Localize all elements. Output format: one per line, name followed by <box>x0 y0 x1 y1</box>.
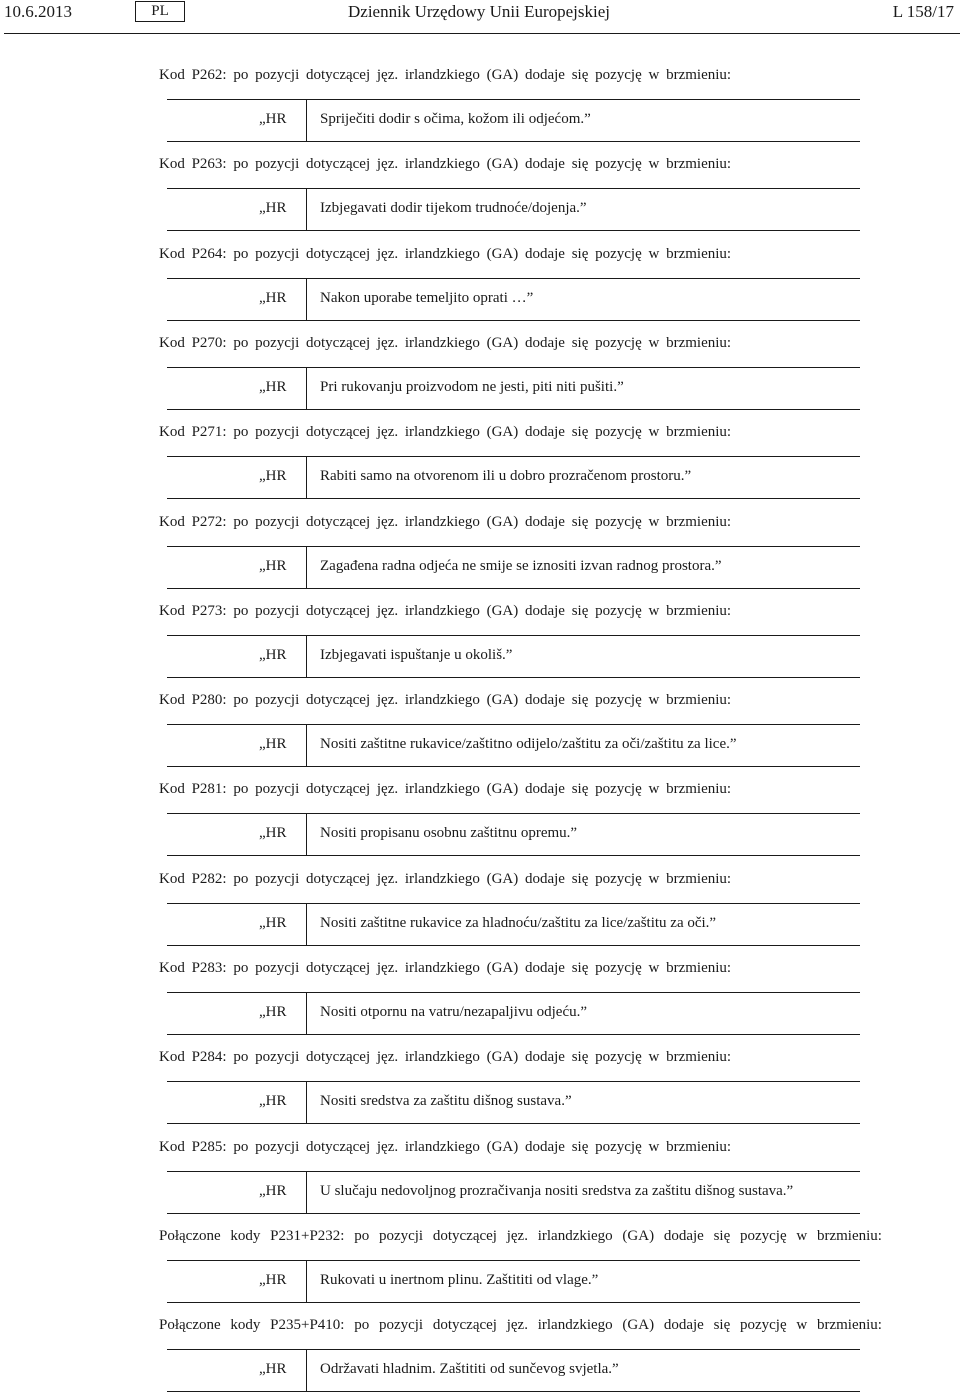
language-label: „HR <box>259 1004 287 1020</box>
amendment-instruction: Połączone kody P235+P410: po pozycji dotyczącej jęz. irlandzkiego (GA) dodaje się pozycję w brzmieniu: <box>159 1317 882 1333</box>
translation-row <box>167 1260 860 1303</box>
translation-row <box>167 367 860 410</box>
language-label: „HR <box>259 1183 287 1199</box>
amendment-instruction: Kod P273: po pozycji dotyczącej jęz. irlandzkiego (GA) dodaje się pozycję w brzmieniu: <box>159 603 732 619</box>
page-reference: L 158/17 <box>892 2 954 21</box>
column-divider <box>306 904 307 945</box>
translation-row <box>167 278 860 321</box>
column-divider <box>306 1350 307 1391</box>
translation-row <box>167 456 860 499</box>
translation-text: Izbjegavati ispuštanje u okoliš.” <box>320 647 513 663</box>
translation-row <box>167 813 860 856</box>
amendment-instruction: Kod P264: po pozycji dotyczącej jęz. irlandzkiego (GA) dodaje się pozycję w brzmieniu: <box>159 246 732 262</box>
translation-row <box>167 546 860 589</box>
language-label: „HR <box>259 200 287 216</box>
amendment-instruction: Kod P285: po pozycji dotyczącej jęz. irlandzkiego (GA) dodaje się pozycję w brzmieniu: <box>159 1139 732 1155</box>
translation-row <box>167 903 860 946</box>
column-divider <box>306 636 307 677</box>
column-divider <box>306 814 307 855</box>
amendment-instruction: Kod P270: po pozycji dotyczącej jęz. irlandzkiego (GA) dodaje się pozycję w brzmieniu: <box>159 335 732 351</box>
translation-row <box>167 1171 860 1214</box>
language-code-badge: PL <box>135 1 185 22</box>
translation-text: Rukovati u inertnom plinu. Zaštititi od vlage.” <box>320 1272 599 1288</box>
column-divider <box>306 1261 307 1302</box>
language-label: „HR <box>259 736 287 752</box>
amendment-instruction: Kod P272: po pozycji dotyczącej jęz. irlandzkiego (GA) dodaje się pozycję w brzmieniu: <box>159 514 732 530</box>
amendment-instruction: Kod P280: po pozycji dotyczącej jęz. irlandzkiego (GA) dodaje się pozycję w brzmieniu: <box>159 692 732 708</box>
translation-text: Zagađena radna odjeća ne smije se iznositi izvan radnog prostora.” <box>320 558 722 574</box>
translation-row <box>167 1081 860 1124</box>
translation-text: Izbjegavati dodir tijekom trudnoće/dojenja.” <box>320 200 587 216</box>
column-divider <box>306 189 307 230</box>
translation-text: Pri rukovanju proizvodom ne jesti, piti niti pušiti.” <box>320 379 624 395</box>
amendment-instruction: Kod P262: po pozycji dotyczącej jęz. irlandzkiego (GA) dodaje się pozycję w brzmieniu: <box>159 67 732 83</box>
language-label: „HR <box>259 1361 287 1377</box>
column-divider <box>306 547 307 588</box>
translation-text: Nositi zaštitne rukavice za hladnoću/zaštitu za lice/zaštitu za oči.” <box>320 915 717 931</box>
translation-text: Rabiti samo na otvorenom ili u dobro prozračenom prostoru.” <box>320 468 692 484</box>
language-label: „HR <box>259 379 287 395</box>
publication-date: 10.6.2013 <box>4 2 72 21</box>
translation-text: Spriječiti dodir s očima, kožom ili odjećom.” <box>320 111 591 127</box>
amendment-instruction: Kod P263: po pozycji dotyczącej jęz. irlandzkiego (GA) dodaje się pozycję w brzmieniu: <box>159 156 732 172</box>
language-label: „HR <box>259 915 287 931</box>
column-divider <box>306 100 307 141</box>
amendment-instruction: Kod P282: po pozycji dotyczącej jęz. irlandzkiego (GA) dodaje się pozycję w brzmieniu: <box>159 871 732 887</box>
column-divider <box>306 368 307 409</box>
column-divider <box>306 457 307 498</box>
header-rule <box>4 33 960 34</box>
translation-row <box>167 188 860 231</box>
amendment-instruction: Kod P283: po pozycji dotyczącej jęz. irlandzkiego (GA) dodaje się pozycję w brzmieniu: <box>159 960 732 976</box>
language-label: „HR <box>259 1272 287 1288</box>
amendment-instruction: Kod P271: po pozycji dotyczącej jęz. irlandzkiego (GA) dodaje się pozycję w brzmieniu: <box>159 424 732 440</box>
column-divider <box>306 993 307 1034</box>
translation-row <box>167 635 860 678</box>
language-label: „HR <box>259 558 287 574</box>
language-label: „HR <box>259 1093 287 1109</box>
translation-text: Nositi otpornu na vatru/nezapaljivu odjeću.” <box>320 1004 588 1020</box>
column-divider <box>306 279 307 320</box>
journal-title: Dziennik Urzędowy Unii Europejskiej <box>348 2 611 21</box>
language-label: „HR <box>259 647 287 663</box>
language-label: „HR <box>259 290 287 306</box>
translation-row <box>167 99 860 142</box>
language-label: „HR <box>259 468 287 484</box>
translation-text: Nositi sredstva za zaštitu dišnog sustava.” <box>320 1093 572 1109</box>
amendment-instruction: Kod P281: po pozycji dotyczącej jęz. irlandzkiego (GA) dodaje się pozycję w brzmieniu: <box>159 781 732 797</box>
translation-row <box>167 724 860 767</box>
language-label: „HR <box>259 111 287 127</box>
translation-text: Održavati hladnim. Zaštititi od sunčevog svjetla.” <box>320 1361 619 1377</box>
amendment-instruction: Kod P284: po pozycji dotyczącej jęz. irlandzkiego (GA) dodaje się pozycję w brzmieniu: <box>159 1049 732 1065</box>
translation-text: U slučaju nedovoljnog prozračivanja nositi sredstva za zaštitu dišnog sustava.” <box>320 1183 794 1199</box>
translation-text: Nositi zaštitne rukavice/zaštitno odijelo/zaštitu za oči/zaštitu za lice.” <box>320 736 737 752</box>
column-divider <box>306 1082 307 1123</box>
translation-row <box>167 992 860 1035</box>
column-divider <box>306 725 307 766</box>
amendment-instruction: Połączone kody P231+P232: po pozycji dotyczącej jęz. irlandzkiego (GA) dodaje się pozycję w brzmieniu: <box>159 1228 882 1244</box>
language-label: „HR <box>259 825 287 841</box>
translation-text: Nakon uporabe temeljito oprati …” <box>320 290 534 306</box>
translation-text: Nositi propisanu osobnu zaštitnu opremu.” <box>320 825 578 841</box>
page-header <box>0 0 960 34</box>
column-divider <box>306 1172 307 1213</box>
